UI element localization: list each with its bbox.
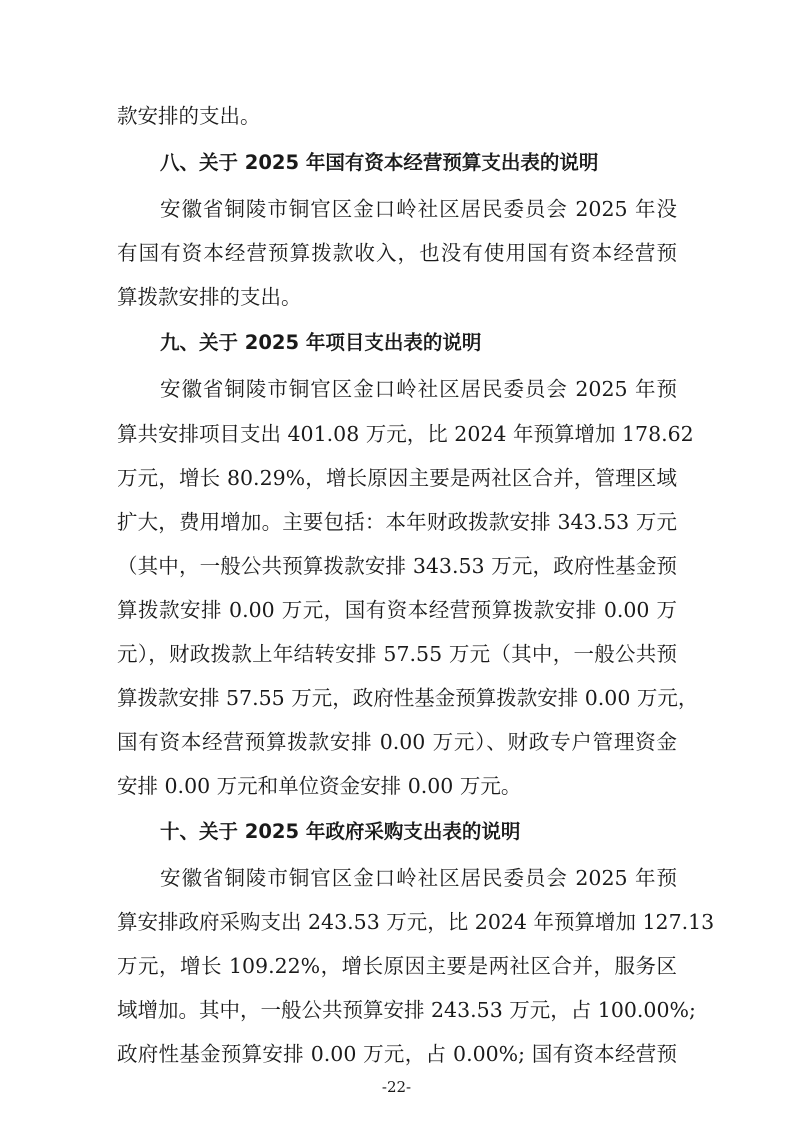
- paragraph-line: 有国有资本经营预算拨款收入，也没有使用国有资本经营预: [117, 241, 677, 265]
- paragraph-line: 款安排的支出。: [117, 104, 261, 128]
- paragraph-line: 安徽省铜陵市铜官区金口岭社区居民委员会 2025 年没: [160, 197, 677, 221]
- paragraph-line: 元），财政拨款上年结转安排 57.55 万元（其中，一般公共预: [117, 642, 677, 666]
- paragraph-line: 算拨款安排 0.00 万元，国有资本经营预算拨款安排 0.00 万: [117, 598, 677, 622]
- paragraph-line: 安徽省铜陵市铜官区金口岭社区居民委员会 2025 年预: [160, 866, 677, 890]
- paragraph-line: 安排 0.00 万元和单位资金安排 0.00 万元。: [117, 774, 522, 798]
- section-heading-8: 八、关于 2025 年国有资本经营预算支出表的说明: [160, 151, 599, 174]
- paragraph-line: 算安排政府采购支出 243.53 万元，比 2024 年预算增加 127.13: [117, 910, 715, 934]
- paragraph-line: 国有资本经营预算拨款安排 0.00 万元）、财政专户管理资金: [117, 730, 677, 754]
- paragraph-line: （其中，一般公共预算拨款安排 343.53 万元，政府性基金预: [117, 554, 677, 578]
- page-number: -22-: [381, 1078, 412, 1096]
- paragraph-line: 万元，增长 80.29%，增长原因主要是两社区合并，管理区域: [117, 466, 677, 490]
- paragraph-line: 政府性基金预算安排 0.00 万元，占 0.00%; 国有资本经营预: [117, 1042, 677, 1066]
- paragraph-line: 算共安排项目支出 401.08 万元，比 2024 年预算增加 178.62: [117, 422, 694, 446]
- paragraph-line: 算拨款安排 57.55 万元，政府性基金预算拨款安排 0.00 万元，: [117, 686, 699, 710]
- paragraph-line: 域增加。其中，一般公共预算安排 243.53 万元，占 100.00%;: [117, 998, 696, 1022]
- section-heading-9: 九、关于 2025 年项目支出表的说明: [160, 331, 482, 354]
- paragraph-line: 安徽省铜陵市铜官区金口岭社区居民委员会 2025 年预: [160, 377, 677, 401]
- paragraph-line: 万元，增长 109.22%，增长原因主要是两社区合并，服务区: [117, 954, 677, 978]
- section-heading-10: 十、关于 2025 年政府采购支出表的说明: [160, 820, 521, 843]
- paragraph-line: 扩大，费用增加。主要包括：本年财政拨款安排 343.53 万元: [117, 510, 677, 534]
- paragraph-line: 算拨款安排的支出。: [117, 285, 302, 309]
